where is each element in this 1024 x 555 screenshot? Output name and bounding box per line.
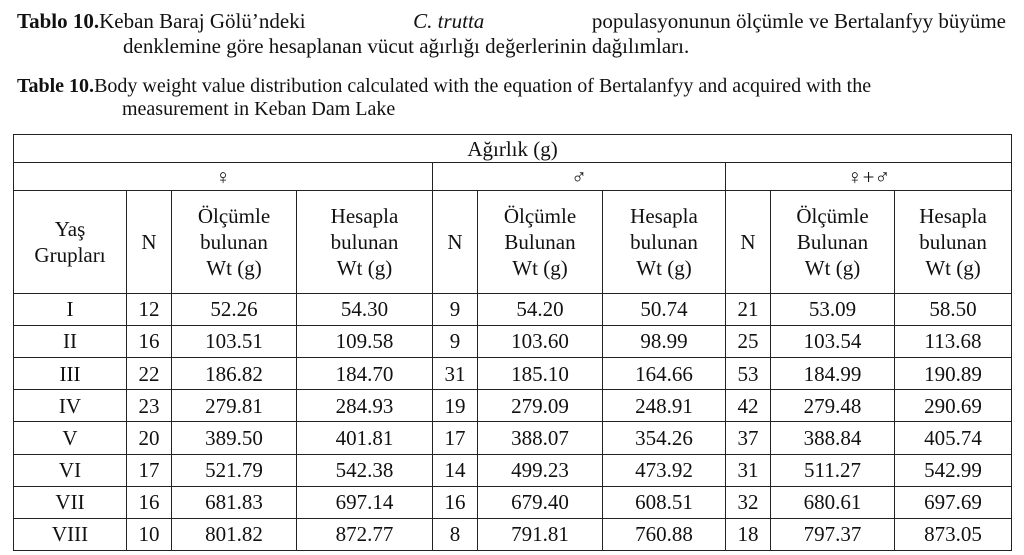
female-measured-wt-cell: 801.82 [172,518,297,550]
table-row [14,390,1012,422]
both-measured-wt-cell: 184.99 [771,358,895,390]
age-group-cell: III [14,358,127,390]
table-body [14,293,1012,550]
female-calculated-wt-cell: 109.58 [297,325,433,357]
both-calculated-wt-cell: 697.69 [895,486,1012,518]
male-calculated-wt-cell: 473.92 [603,454,726,486]
female-calculated-wt-cell: 872.77 [297,518,433,550]
table-row [14,518,1012,550]
both-n-cell: 53 [726,358,771,390]
male-calculated-wt-cell: 98.99 [603,325,726,357]
male-n-header: N [433,191,478,294]
caption-en-line1: Body weight value distribution calculated with the equation of Bertalanfyy and acquired with the [94,75,872,97]
male-n-cell: 31 [433,358,478,390]
both-measured-wt-cell: 53.09 [771,293,895,325]
male-measured-wt-cell: 499.23 [478,454,603,486]
female-n-cell: 20 [127,422,172,454]
both-calculated-wt-cell: 542.99 [895,454,1012,486]
caption-tr-pre: Keban Baraj Gölü’ndeki [99,9,306,33]
male-n-cell: 9 [433,293,478,325]
caption-en-line2: measurement in Keban Dam Lake [122,98,396,120]
table-row [14,358,1012,390]
female-n-cell: 22 [127,358,172,390]
both-calculated-header: Hesapla bulunan Wt (g) [895,191,1012,294]
both-measured-wt-cell: 511.27 [771,454,895,486]
table-row [14,293,1012,325]
age-group-cell: II [14,325,127,357]
male-measured-wt-cell: 791.81 [478,518,603,550]
male-n-cell: 19 [433,390,478,422]
weight-distribution-table [13,134,1012,551]
both-n-cell: 32 [726,486,771,518]
both-n-cell: 21 [726,293,771,325]
male-calculated-wt-cell: 248.91 [603,390,726,422]
both-measured-wt-cell: 279.48 [771,390,895,422]
female-calculated-wt-cell: 401.81 [297,422,433,454]
male-measured-header: Ölçümle Bulunan Wt (g) [478,191,603,294]
age-group-header: Yaş Grupları [14,191,127,294]
female-measured-wt-cell: 103.51 [172,325,297,357]
female-calculated-wt-cell: 284.93 [297,390,433,422]
female-n-cell: 10 [127,518,172,550]
age-group-cell: VI [14,454,127,486]
both-n-cell: 25 [726,325,771,357]
male-calculated-wt-cell: 354.26 [603,422,726,454]
age-group-cell: I [14,293,127,325]
both-measured-wt-cell: 103.54 [771,325,895,357]
male-n-cell: 8 [433,518,478,550]
female-calculated-header: Hesapla bulunan Wt (g) [297,191,433,294]
caption-english [17,75,1006,121]
female-measured-header: Ölçümle bulunan Wt (g) [172,191,297,294]
male-measured-wt-cell: 185.10 [478,358,603,390]
both-measured-wt-cell: 680.61 [771,486,895,518]
group-header-male: ♂ [433,163,726,191]
female-n-cell: 23 [127,390,172,422]
table-row [14,454,1012,486]
caption-tr-species: C. trutta [413,9,485,33]
male-measured-wt-cell: 54.20 [478,293,603,325]
caption-tr-label: Tablo 10. [17,9,100,33]
caption-tr-post: populasyonunun ölçümle ve Bertalanfyy büyüme [591,9,1006,33]
male-calculated-header: Hesapla bulunan Wt (g) [603,191,726,294]
both-calculated-wt-cell: 873.05 [895,518,1012,550]
both-calculated-wt-cell: 58.50 [895,293,1012,325]
female-calculated-wt-cell: 184.70 [297,358,433,390]
male-measured-wt-cell: 388.07 [478,422,603,454]
female-measured-wt-cell: 52.26 [172,293,297,325]
male-measured-wt-cell: 679.40 [478,486,603,518]
female-measured-wt-cell: 389.50 [172,422,297,454]
age-group-cell: VIII [14,518,127,550]
both-n-cell: 37 [726,422,771,454]
female-n-cell: 12 [127,293,172,325]
both-n-cell: 18 [726,518,771,550]
female-calculated-wt-cell: 54.30 [297,293,433,325]
both-n-cell: 42 [726,390,771,422]
male-calculated-wt-cell: 608.51 [603,486,726,518]
caption-turkish [17,9,1006,59]
both-calculated-wt-cell: 190.89 [895,358,1012,390]
age-group-cell: VII [14,486,127,518]
female-calculated-wt-cell: 697.14 [297,486,433,518]
both-measured-wt-cell: 797.37 [771,518,895,550]
male-measured-wt-cell: 103.60 [478,325,603,357]
female-calculated-wt-cell: 542.38 [297,454,433,486]
caption-en-label: Table 10. [17,75,95,97]
table-row [14,325,1012,357]
both-n-header: N [726,191,771,294]
age-group-cell: IV [14,390,127,422]
male-n-cell: 16 [433,486,478,518]
female-n-cell: 16 [127,486,172,518]
group-header-female: ♀ [14,163,433,191]
male-n-cell: 9 [433,325,478,357]
caption-tr-line2: denklemine göre hesaplanan vücut ağırlığı değerlerinin dağılımları. [123,34,690,58]
age-group-cell: V [14,422,127,454]
female-measured-wt-cell: 186.82 [172,358,297,390]
both-calculated-wt-cell: 113.68 [895,325,1012,357]
female-measured-wt-cell: 279.81 [172,390,297,422]
male-calculated-wt-cell: 164.66 [603,358,726,390]
both-n-cell: 31 [726,454,771,486]
female-n-cell: 16 [127,325,172,357]
male-n-cell: 14 [433,454,478,486]
both-measured-header: Ölçümle Bulunan Wt (g) [771,191,895,294]
both-calculated-wt-cell: 405.74 [895,422,1012,454]
group-header-both: ♀+♂ [726,163,1012,191]
top-header: Ağırlık (g) [14,135,1012,163]
female-n-cell: 17 [127,454,172,486]
table-row [14,486,1012,518]
male-calculated-wt-cell: 50.74 [603,293,726,325]
both-calculated-wt-cell: 290.69 [895,390,1012,422]
both-measured-wt-cell: 388.84 [771,422,895,454]
female-measured-wt-cell: 681.83 [172,486,297,518]
male-measured-wt-cell: 279.09 [478,390,603,422]
male-calculated-wt-cell: 760.88 [603,518,726,550]
table-row [14,422,1012,454]
female-measured-wt-cell: 521.79 [172,454,297,486]
male-n-cell: 17 [433,422,478,454]
female-n-header: N [127,191,172,294]
